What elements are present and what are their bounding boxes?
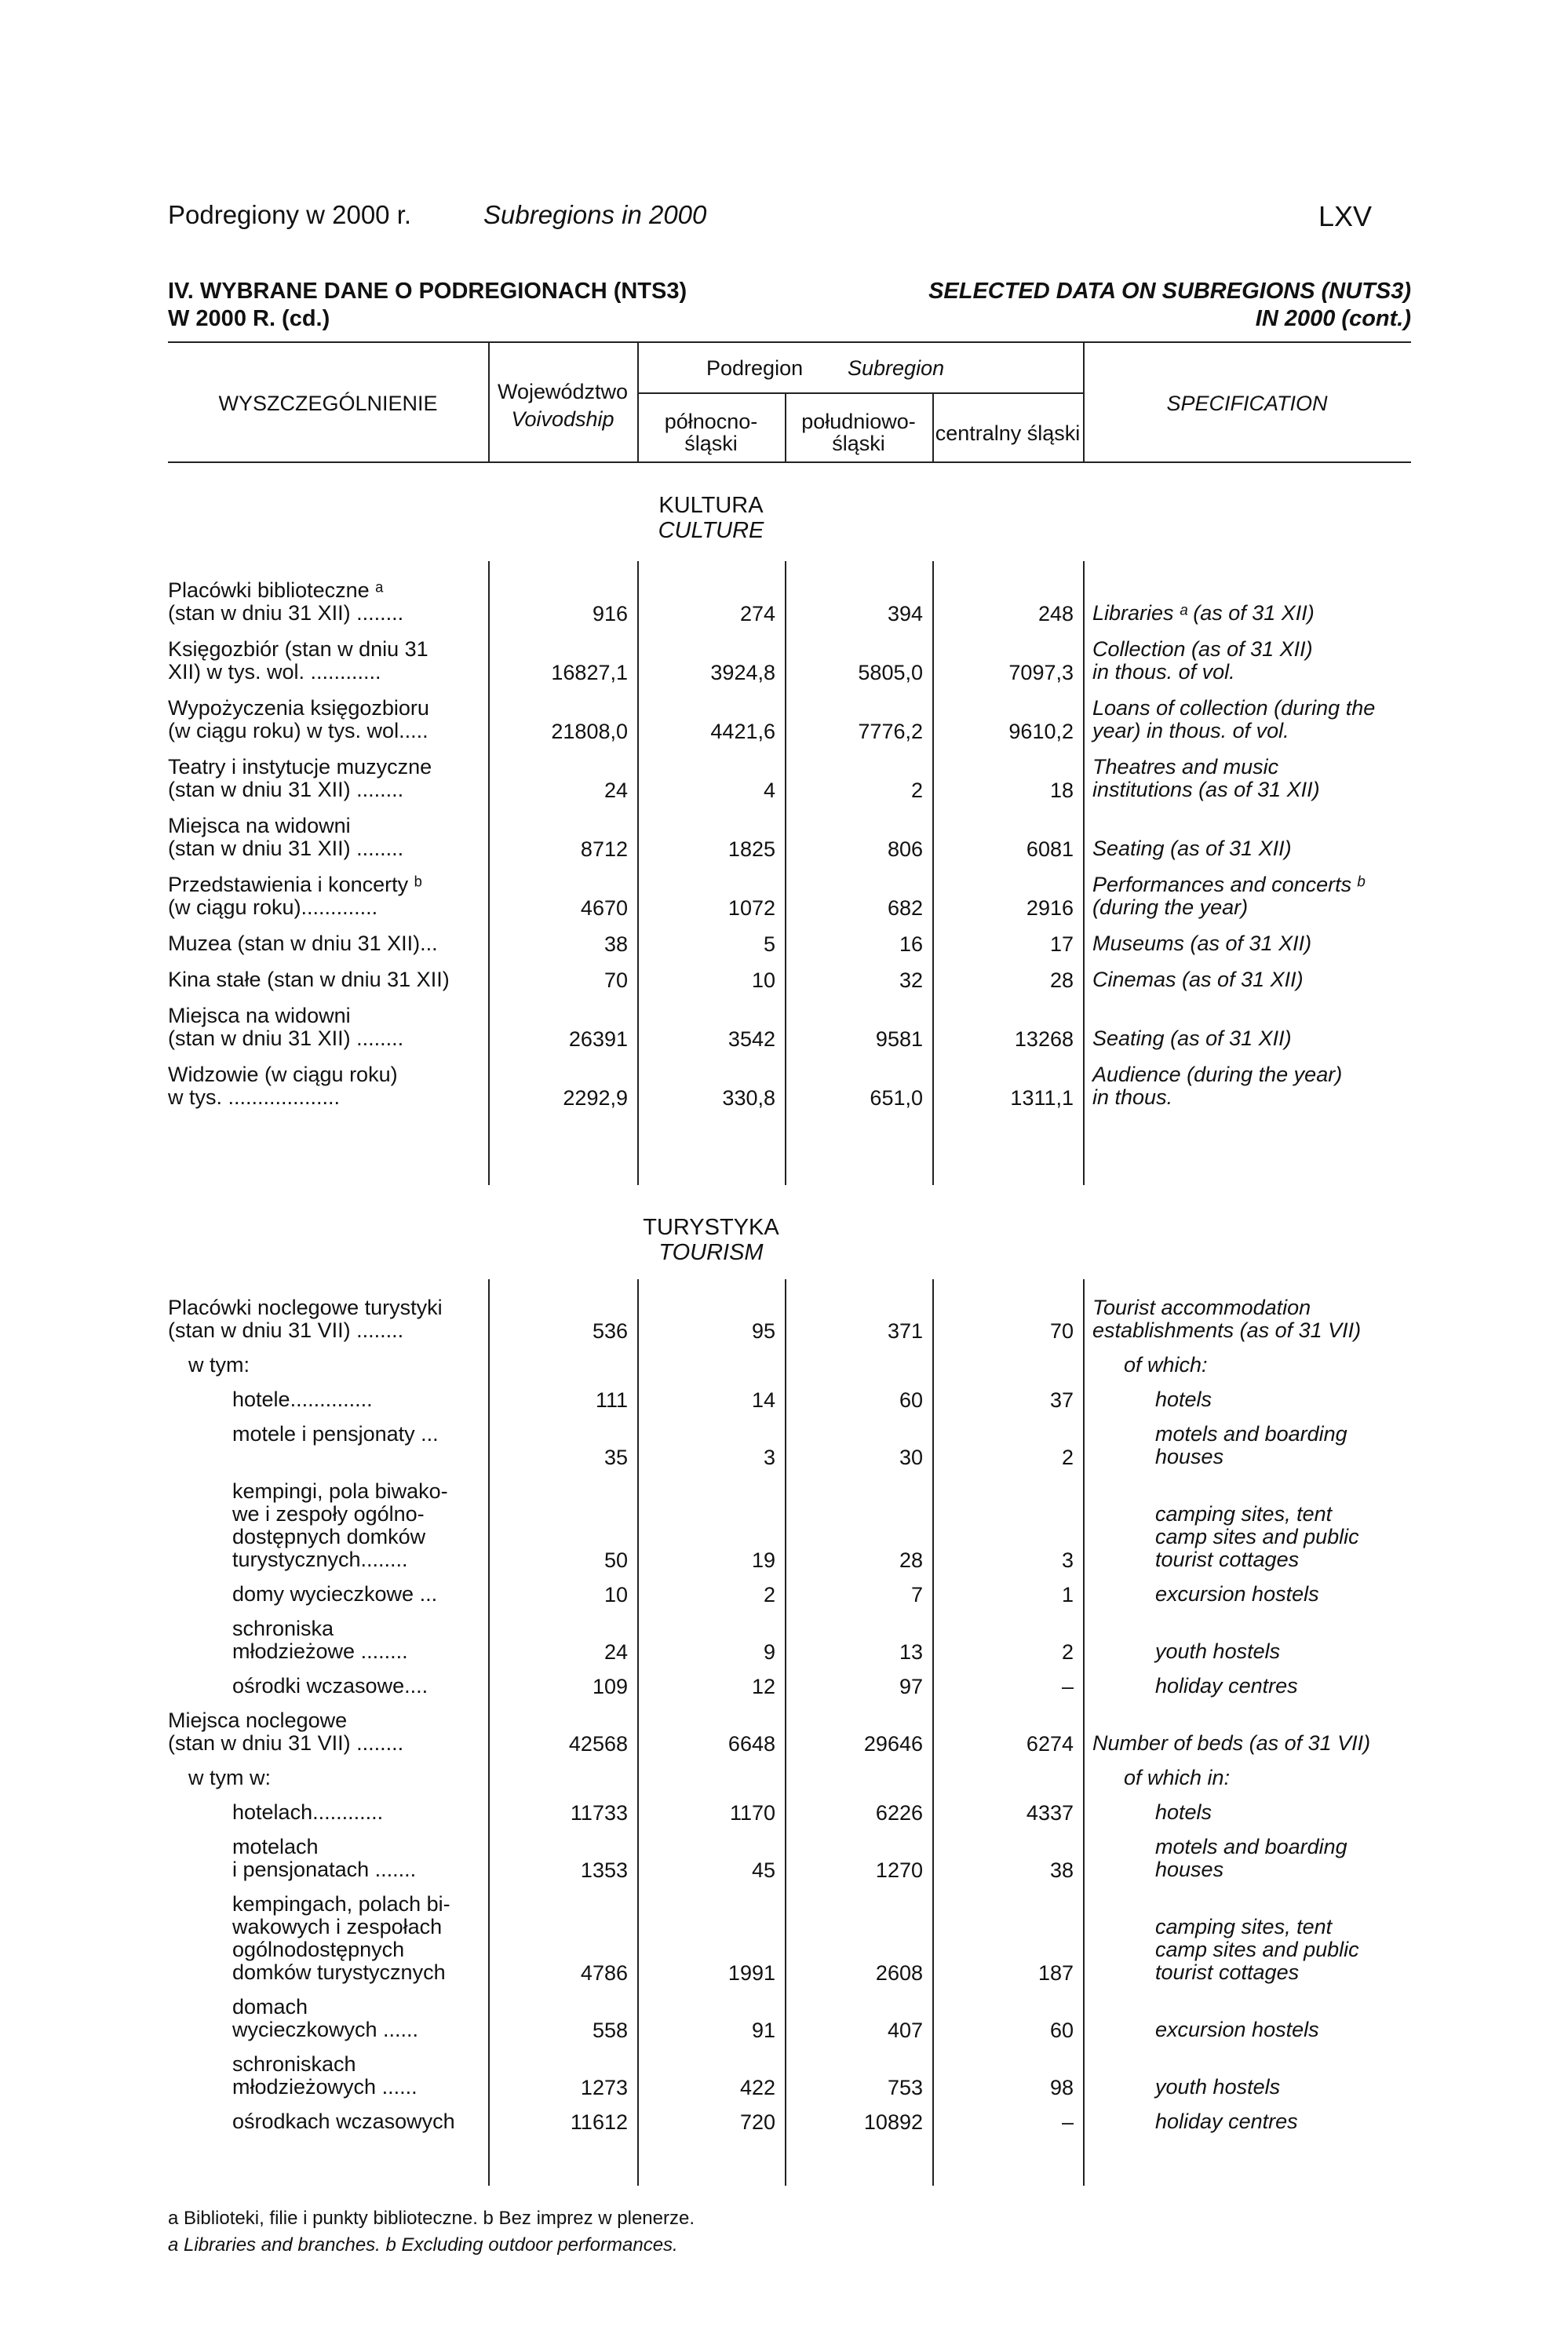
culture-row-label: Teatry i instytucje muzyczne <box>168 755 432 779</box>
culture-row-value: 2916 <box>1026 896 1074 920</box>
tourism-row-label: motelach <box>232 1835 319 1858</box>
culture-row-label: (stan w dniu 31 XII) ........ <box>168 837 404 860</box>
tourism-row-value: 1353 <box>580 1858 628 1882</box>
tourism-row-spec: camp sites and public <box>1155 1525 1359 1548</box>
tourism-row-value: 1 <box>1061 1583 1074 1606</box>
culture-row-label: (stan w dniu 31 XII) ........ <box>168 1027 404 1050</box>
culture-row-value: 16 <box>899 932 923 956</box>
tourism-row-label: (stan w dniu 31 VII) ........ <box>168 1731 404 1755</box>
culture-row-spec: Cinemas (as of 31 XII) <box>1092 968 1304 991</box>
culture-row-value: 274 <box>739 602 775 625</box>
header-specification-en: SPECIFICATION <box>1166 392 1328 415</box>
culture-row-value: 3542 <box>727 1027 775 1051</box>
tourism-row-value: 1991 <box>727 1961 775 1985</box>
tourism-row-value: 558 <box>592 2019 628 2042</box>
tourism-row-value: 37 <box>1049 1388 1074 1412</box>
tourism-row-spec: excursion hostels <box>1155 1582 1319 1606</box>
culture-row-value: 4 <box>763 779 775 802</box>
tourism-row-label: hotelach............ <box>232 1800 384 1824</box>
culture-row-value: 17 <box>1049 932 1074 956</box>
culture-row-value: 806 <box>887 837 923 861</box>
tourism-row-label: schroniskach <box>232 2052 356 2076</box>
tourism-divider <box>637 1279 639 2186</box>
culture-row-label: Muzea (stan w dniu 31 XII)... <box>168 932 438 955</box>
culture-row-label: XII) w tys. wol. ............ <box>168 660 381 684</box>
tourism-row-spec: houses <box>1155 1445 1224 1468</box>
culture-row-spec: Loans of collection (during the <box>1092 696 1376 720</box>
culture-row-value: 1825 <box>727 837 775 861</box>
tourism-row-spec: tourist cottages <box>1155 1548 1300 1571</box>
tourism-row-spec: camping sites, tent <box>1155 1915 1333 1938</box>
tourism-row-value: 60 <box>899 1388 923 1412</box>
tourism-row-value: 536 <box>592 1319 628 1343</box>
header-specification-pl: WYSZCZEGÓLNIENIE <box>218 392 438 415</box>
tourism-row-value: 11733 <box>570 1801 628 1825</box>
culture-row-label: Widzowie (w ciągu roku) <box>168 1063 398 1086</box>
header-subregion-pl: Podregion <box>706 356 804 380</box>
culture-row-value: 248 <box>1037 602 1074 625</box>
header-col-south-1: południowo- <box>801 410 916 433</box>
tourism-row-value: 6648 <box>727 1732 775 1756</box>
header-voivodship-pl: Województwo <box>497 380 629 403</box>
culture-row-label: (stan w dniu 31 XII) ........ <box>168 601 404 625</box>
culture-row-spec: Seating (as of 31 XII) <box>1092 837 1292 860</box>
culture-row-value: 9581 <box>875 1027 923 1051</box>
tourism-row-label: kempingach, polach bi- <box>232 1892 450 1916</box>
tourism-row-spec: motels and boarding <box>1155 1422 1347 1446</box>
culture-row-value: 651,0 <box>870 1086 923 1110</box>
section-title-pl-1: IV. WYBRANE DANE O PODREGIONACH (NTS3) <box>168 279 687 304</box>
tourism-row-value: 4786 <box>580 1961 628 1985</box>
culture-row-spec: year) in thous. of vol. <box>1092 719 1289 742</box>
tourism-row-value: 2 <box>1061 1640 1074 1664</box>
tourism-row-label: w tym w: <box>188 1766 271 1789</box>
tourism-row-value: 3 <box>763 1446 775 1469</box>
tourism-row-spec: tourist cottages <box>1155 1960 1300 1984</box>
tourism-row-spec: holiday centres <box>1155 1674 1298 1698</box>
tourism-row-spec: youth hostels <box>1155 1639 1281 1663</box>
header-subregion-en: Subregion <box>848 356 945 380</box>
tourism-row-value: 11612 <box>570 2110 628 2134</box>
section-title-pl-2: W 2000 R. (cd.) <box>168 306 330 331</box>
tourism-row-value: 19 <box>751 1548 775 1572</box>
culture-row-value: 330,8 <box>722 1086 775 1110</box>
footnote-pl: a Biblioteki, filie i punkty biblioteczne. b Bez imprez w plenerze. <box>168 2208 695 2229</box>
header-voivodship-en: Voivodship <box>511 407 614 431</box>
tourism-row-value: – <box>1061 2110 1074 2134</box>
culture-row-label: w tys. ................... <box>168 1085 341 1109</box>
culture-row-spec: Libraries ᵃ (as of 31 XII) <box>1092 601 1315 625</box>
tourism-row-value: 3 <box>1061 1548 1074 1572</box>
culture-row-value: 5 <box>763 932 775 956</box>
tourism-row-label: we i zespoły ogólno- <box>232 1502 425 1526</box>
tourism-row-value: – <box>1061 1675 1074 1698</box>
tourism-row-value: 720 <box>739 2110 775 2134</box>
tourism-row-value: 1270 <box>875 1858 923 1882</box>
footnote-en: a Libraries and branches. b Excluding outdoor performances. <box>168 2234 678 2256</box>
tourism-row-value: 7 <box>910 1583 923 1606</box>
tourism-row-value: 24 <box>603 1640 628 1664</box>
tourism-row-label: motele i pensjonaty ... <box>232 1422 439 1446</box>
culture-row-spec: Performances and concerts ᵇ <box>1092 873 1365 896</box>
tourism-divider <box>1083 1279 1085 2186</box>
culture-row-value: 38 <box>603 932 628 956</box>
culture-row-value: 16827,1 <box>551 661 628 684</box>
tourism-row-label: ośrodki wczasowe.... <box>232 1674 428 1698</box>
tourism-row-spec: Tourist accommodation <box>1092 1296 1311 1319</box>
tourism-row-value: 98 <box>1049 2076 1074 2099</box>
subregion-rule <box>637 392 1083 394</box>
culture-row-value: 2 <box>910 779 923 802</box>
tourism-row-spec: of which: <box>1124 1353 1208 1377</box>
culture-row-label: (stan w dniu 31 XII) ........ <box>168 778 404 801</box>
culture-row-label: Kina stałe (stan w dniu 31 XII) <box>168 968 450 991</box>
tourism-row-value: 6274 <box>1026 1732 1074 1756</box>
tourism-row-value: 371 <box>887 1319 923 1343</box>
tourism-row-value: 9 <box>763 1640 775 1664</box>
culture-row-label: Placówki biblioteczne ᵃ <box>168 578 384 602</box>
culture-row-spec: institutions (as of 31 XII) <box>1092 778 1320 801</box>
culture-row-spec: in thous. <box>1092 1085 1173 1109</box>
tourism-row-label: domach <box>232 1995 308 2019</box>
culture-row-value: 13268 <box>1014 1027 1074 1051</box>
tourism-row-label: domków turystycznych <box>232 1960 446 1984</box>
tourism-divider <box>932 1279 934 2186</box>
culture-row-value: 2292,9 <box>563 1086 628 1110</box>
culture-row-label: (w ciągu roku) w tys. wol..... <box>168 719 428 742</box>
tourism-row-spec: hotels <box>1155 1388 1212 1411</box>
culture-row-value: 7776,2 <box>858 720 923 743</box>
header-col-central: centralny śląski <box>935 421 1081 445</box>
tourism-heading-en: TOURISM <box>658 1240 764 1265</box>
culture-row-label: Wypożyczenia księgozbioru <box>168 696 429 720</box>
culture-row-value: 8712 <box>580 837 628 861</box>
culture-row-spec: in thous. of vol. <box>1092 660 1235 684</box>
tourism-row-spec: holiday centres <box>1155 2110 1298 2133</box>
culture-row-value: 3924,8 <box>710 661 775 684</box>
header-col-south-2: śląski <box>832 432 885 455</box>
culture-row-value: 7097,3 <box>1008 661 1074 684</box>
tourism-row-label: i pensjonatach ....... <box>232 1858 417 1881</box>
tourism-row-value: 12 <box>751 1675 775 1698</box>
culture-row-label: Miejsca na widowni <box>168 814 351 837</box>
tourism-row-value: 2608 <box>875 1961 923 1985</box>
culture-row-value: 18 <box>1049 779 1074 802</box>
culture-row-value: 4670 <box>580 896 628 920</box>
tourism-row-value: 1170 <box>729 1801 775 1825</box>
tourism-row-value: 187 <box>1037 1961 1074 1985</box>
tourism-row-value: 10 <box>603 1583 628 1606</box>
tourism-row-value: 2 <box>763 1583 775 1606</box>
tourism-row-label: ogólnodostępnych <box>232 1938 405 1961</box>
tourism-row-value: 2 <box>1061 1446 1074 1469</box>
page-title-pl: Podregiony w 2000 r. <box>168 200 412 229</box>
tourism-row-spec: houses <box>1155 1858 1224 1881</box>
tourism-row-value: 45 <box>751 1858 775 1882</box>
tourism-row-label: domy wycieczkowe ... <box>232 1582 438 1606</box>
tourism-row-value: 407 <box>887 2019 923 2042</box>
tourism-row-value: 422 <box>739 2076 775 2099</box>
culture-row-spec: Seating (as of 31 XII) <box>1092 1027 1292 1050</box>
table-header-rule <box>168 461 1411 463</box>
culture-row-spec: Theatres and music <box>1092 755 1279 779</box>
culture-row-value: 6081 <box>1026 837 1074 861</box>
culture-row-label: (w ciągu roku)............. <box>168 895 378 919</box>
culture-row-value: 32 <box>899 968 923 992</box>
section-title-en-2: IN 2000 (cont.) <box>1255 306 1411 331</box>
tourism-row-spec: of which in: <box>1124 1766 1231 1789</box>
culture-divider <box>1083 561 1085 1185</box>
tourism-row-label: kempingi, pola biwako- <box>232 1479 448 1503</box>
tourism-row-label: młodzieżowe ........ <box>232 1639 408 1663</box>
culture-row-value: 4421,6 <box>710 720 775 743</box>
tourism-row-value: 42568 <box>568 1732 628 1756</box>
tourism-row-value: 91 <box>751 2019 775 2042</box>
tourism-row-value: 29646 <box>863 1732 923 1756</box>
culture-divider <box>932 561 934 1185</box>
tourism-divider <box>488 1279 490 2186</box>
tourism-row-spec: camp sites and public <box>1155 1938 1359 1961</box>
culture-row-value: 394 <box>887 602 923 625</box>
culture-row-label: Przedstawienia i koncerty ᵇ <box>168 873 422 896</box>
tourism-row-value: 30 <box>899 1446 923 1469</box>
tourism-row-spec: Number of beds (as of 31 VII) <box>1092 1731 1371 1755</box>
culture-row-label: Miejsca na widowni <box>168 1004 351 1027</box>
page-number: LXV <box>1318 200 1373 232</box>
tourism-row-label: ośrodkach wczasowych <box>232 2110 455 2133</box>
tourism-row-label: w tym: <box>188 1353 250 1377</box>
culture-row-label: Księgozbiór (stan w dniu 31 <box>168 637 428 661</box>
culture-row-value: 9610,2 <box>1008 720 1074 743</box>
tourism-row-value: 10892 <box>863 2110 923 2134</box>
tourism-row-label: turystycznych........ <box>232 1548 408 1571</box>
tourism-row-label: hotele.............. <box>232 1388 373 1411</box>
culture-row-value: 10 <box>751 968 775 992</box>
tourism-row-label: Miejsca noclegowe <box>168 1709 348 1732</box>
tourism-row-value: 13 <box>899 1640 923 1664</box>
culture-heading-en: CULTURE <box>658 518 764 543</box>
tourism-row-value: 50 <box>603 1548 628 1572</box>
tourism-row-value: 14 <box>751 1388 775 1412</box>
tourism-row-spec: motels and boarding <box>1155 1835 1347 1858</box>
tourism-row-value: 753 <box>887 2076 923 2099</box>
tourism-row-value: 95 <box>751 1319 775 1343</box>
page-title-en: Subregions in 2000 <box>483 200 707 229</box>
tourism-row-value: 60 <box>1049 2019 1074 2042</box>
culture-divider <box>785 561 786 1185</box>
culture-row-value: 5805,0 <box>858 661 923 684</box>
tourism-row-value: 35 <box>603 1446 628 1469</box>
culture-row-value: 916 <box>592 602 628 625</box>
culture-divider <box>488 561 490 1185</box>
tourism-row-label: dostępnych domków <box>232 1525 426 1548</box>
culture-row-spec: Museums (as of 31 XII) <box>1092 932 1312 955</box>
tourism-row-label: schroniska <box>232 1617 334 1640</box>
tourism-row-spec: establishments (as of 31 VII) <box>1092 1318 1362 1342</box>
tourism-row-label: wakowych i zespołach <box>232 1915 443 1938</box>
culture-row-value: 28 <box>1049 968 1074 992</box>
tourism-row-spec: excursion hostels <box>1155 2018 1319 2041</box>
tourism-row-value: 6226 <box>875 1801 923 1825</box>
tourism-row-spec: youth hostels <box>1155 2075 1281 2099</box>
tourism-heading-pl: TURYSTYKA <box>643 1215 779 1240</box>
culture-divider <box>637 561 639 1185</box>
tourism-row-value: 1273 <box>580 2076 628 2099</box>
culture-row-spec: (during the year) <box>1092 895 1249 919</box>
tourism-row-value: 97 <box>899 1675 923 1698</box>
culture-row-value: 70 <box>603 968 628 992</box>
tourism-row-label: (stan w dniu 31 VII) ........ <box>168 1318 404 1342</box>
tourism-row-label: wycieczkowych ...... <box>232 2018 419 2041</box>
culture-row-value: 26391 <box>568 1027 628 1051</box>
tourism-row-spec: camping sites, tent <box>1155 1502 1333 1526</box>
tourism-row-value: 70 <box>1049 1319 1074 1343</box>
culture-row-value: 1311,1 <box>1010 1086 1074 1110</box>
tourism-row-spec: hotels <box>1155 1800 1212 1824</box>
tourism-divider <box>785 1279 786 2186</box>
tourism-row-value: 38 <box>1049 1858 1074 1882</box>
section-title-en-1: SELECTED DATA ON SUBREGIONS (NUTS3) <box>928 279 1411 304</box>
tourism-row-value: 111 <box>595 1388 628 1412</box>
tourism-row-value: 28 <box>899 1548 923 1572</box>
culture-row-value: 21808,0 <box>551 720 628 743</box>
culture-row-spec: Audience (during the year) <box>1092 1063 1343 1086</box>
tourism-row-value: 109 <box>592 1675 628 1698</box>
tourism-row-value: 4337 <box>1026 1801 1074 1825</box>
tourism-row-label: Placówki noclegowe turystyki <box>168 1296 443 1319</box>
culture-row-value: 24 <box>603 779 628 802</box>
header-col-north-1: północno- <box>664 410 758 433</box>
culture-row-spec: Collection (as of 31 XII) <box>1092 637 1313 661</box>
culture-heading-pl: KULTURA <box>658 493 764 518</box>
header-col-north-2: śląski <box>684 432 738 455</box>
table-top-rule <box>168 341 1411 343</box>
culture-row-value: 682 <box>887 896 923 920</box>
culture-row-value: 1072 <box>727 896 775 920</box>
tourism-row-label: młodzieżowych ...... <box>232 2075 418 2099</box>
